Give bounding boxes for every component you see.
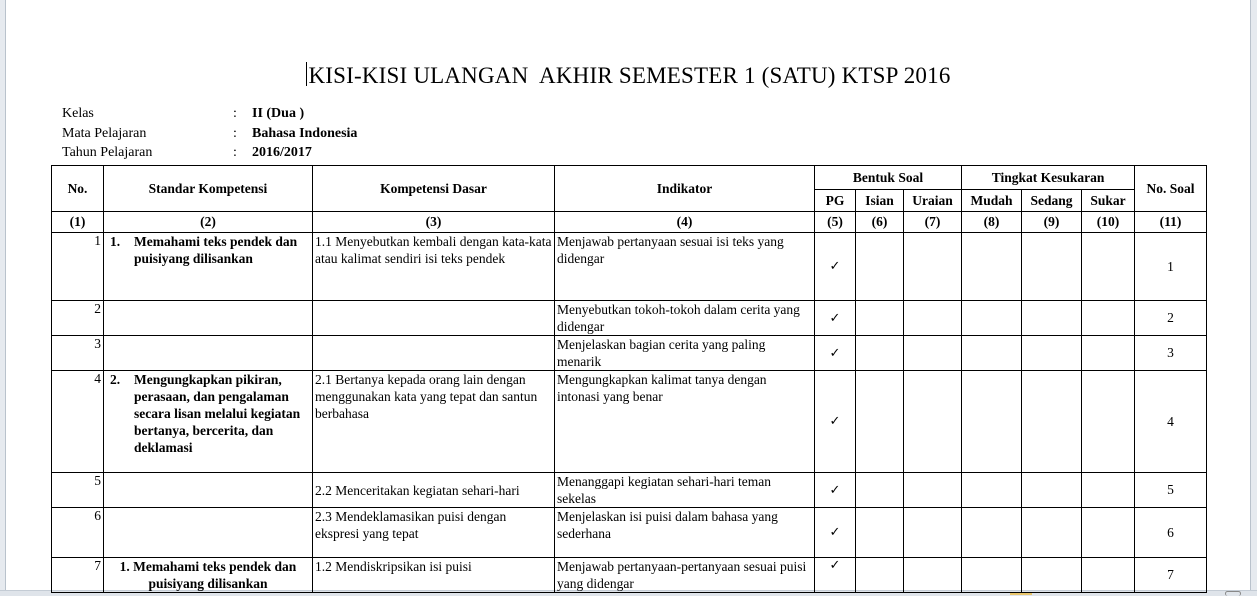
header-sukar: Sukar	[1082, 190, 1135, 212]
header-isian: Isian	[856, 190, 904, 212]
sk-text: Memahami teks pendek dan puisiyang dilisankan	[134, 234, 298, 266]
row-no: 5	[52, 473, 104, 508]
table-row	[52, 233, 1207, 301]
empty-cell	[904, 336, 962, 371]
empty-cell	[856, 336, 904, 371]
header-indikator: Indikator	[555, 166, 815, 212]
table-row	[52, 473, 1207, 508]
empty-cell	[1082, 233, 1135, 301]
empty-cell	[904, 371, 962, 473]
window-right-border	[1250, 0, 1257, 596]
empty-cell	[1022, 233, 1082, 301]
no-soal-cell: 6	[1135, 508, 1207, 558]
check-icon: ✓	[815, 508, 856, 558]
sk-text: Mengungkapkan pikiran, perasaan, dan pengalaman secara lisan melalui kegiatan bertanya, bercerita, dan deklamasi	[134, 372, 301, 455]
col-number: (5)	[815, 212, 856, 233]
document-title[interactable]	[0, 62, 1257, 89]
header-no-soal: No. Soal	[1135, 166, 1207, 212]
empty-cell	[1082, 371, 1135, 473]
col-number: (6)	[856, 212, 904, 233]
no-soal-cell: 5	[1135, 473, 1207, 508]
table-row	[52, 301, 1207, 336]
kompetensi-dasar-cell: 2.3 Mendeklamasikan puisi dengan ekspresi yang tepat	[313, 508, 555, 558]
indikator-cell: Menjawab pertanyaan sesuai isi teks yang didengar	[555, 233, 815, 301]
empty-cell	[1022, 473, 1082, 508]
check-icon: ✓	[815, 558, 856, 593]
empty-cell	[1082, 301, 1135, 336]
column-number-row	[52, 212, 1207, 233]
check-icon: ✓	[815, 336, 856, 371]
header-tingkat-kesukaran: Tingkat Kesukaran	[962, 166, 1135, 190]
standar-kompetensi-cell	[104, 508, 313, 558]
meta-label: Kelas	[62, 106, 94, 121]
meta-value: Bahasa Indonesia	[252, 126, 358, 141]
table-row	[52, 371, 1207, 473]
standar-kompetensi-cell	[104, 473, 313, 508]
empty-cell	[962, 301, 1022, 336]
col-number: (10)	[1082, 212, 1135, 233]
sk-number: 1.	[110, 234, 121, 249]
empty-cell	[962, 558, 1022, 593]
empty-cell	[856, 558, 904, 593]
indikator-cell: Menanggapi kegiatan sehari-hari teman sekelas	[555, 473, 815, 508]
empty-cell	[962, 233, 1022, 301]
indikator-cell: Menjawab pertanyaan-pertanyaan sesuai puisi yang didengar	[555, 558, 815, 593]
col-number: (1)	[52, 212, 104, 233]
check-icon: ✓	[815, 371, 856, 473]
indikator-cell: Menjelaskan isi puisi dalam bahasa yang sederhana	[555, 508, 815, 558]
empty-cell	[1082, 558, 1135, 593]
empty-cell	[1022, 508, 1082, 558]
standar-kompetensi-cell	[104, 371, 313, 473]
sk-number: 2.	[110, 372, 121, 387]
standar-kompetensi-cell: 1. Memahami teks pendek dan puisiyang dilisankan	[104, 558, 313, 593]
no-soal-cell: 2	[1135, 301, 1207, 336]
col-number: (4)	[555, 212, 815, 233]
kompetensi-dasar-cell	[313, 336, 555, 371]
header-mudah: Mudah	[962, 190, 1022, 212]
kompetensi-dasar-cell: 1.1 Menyebutkan kembali dengan kata-kata atau kalimat sendiri isi teks pendek	[313, 233, 555, 301]
check-icon: ✓	[815, 473, 856, 508]
kompetensi-dasar-cell: 2.2 Menceritakan kegiatan sehari-hari	[313, 473, 555, 508]
no-soal-cell: 7	[1135, 558, 1207, 593]
table-row	[52, 558, 1207, 593]
header-no: No.	[52, 166, 104, 212]
no-soal-cell: 3	[1135, 336, 1207, 371]
window-left-border	[0, 0, 6, 596]
empty-cell	[856, 371, 904, 473]
empty-cell	[962, 473, 1022, 508]
meta-colon: :	[233, 145, 237, 160]
header-uraian: Uraian	[904, 190, 962, 212]
empty-cell	[1082, 336, 1135, 371]
standar-kompetensi-cell	[104, 233, 313, 301]
kompetensi-dasar-cell: 1.2 Mendiskripsikan isi puisi	[313, 558, 555, 593]
zoom-slider-handle[interactable]	[1225, 591, 1241, 596]
empty-cell	[904, 473, 962, 508]
row-no: 7	[52, 558, 104, 593]
header-pg: PG	[815, 190, 856, 212]
no-soal-cell: 4	[1135, 371, 1207, 473]
empty-cell	[1082, 508, 1135, 558]
header-kompetensi-dasar: Kompetensi Dasar	[313, 166, 555, 212]
row-no: 2	[52, 301, 104, 336]
empty-cell	[856, 301, 904, 336]
header-sedang: Sedang	[1022, 190, 1082, 212]
empty-cell	[1022, 371, 1082, 473]
empty-cell	[904, 558, 962, 593]
meta-label: Tahun Pelajaran	[62, 145, 153, 160]
empty-cell	[856, 233, 904, 301]
header-standar-kompetensi: Standar Kompetensi	[104, 166, 313, 212]
meta-value: 2016/2017	[252, 145, 312, 160]
empty-cell	[962, 336, 1022, 371]
col-number: (3)	[313, 212, 555, 233]
standar-kompetensi-cell	[104, 301, 313, 336]
empty-cell	[904, 508, 962, 558]
row-no: 6	[52, 508, 104, 558]
empty-cell	[856, 473, 904, 508]
row-no: 3	[52, 336, 104, 371]
header-bentuk-soal: Bentuk Soal	[815, 166, 962, 190]
meta-value: II (Dua )	[252, 106, 305, 121]
table-row	[52, 508, 1207, 558]
empty-cell	[1022, 301, 1082, 336]
standar-kompetensi-cell	[104, 336, 313, 371]
kisi-kisi-table	[51, 165, 1207, 593]
empty-cell	[962, 508, 1022, 558]
no-soal-cell: 1	[1135, 233, 1207, 301]
empty-cell	[904, 233, 962, 301]
empty-cell	[1082, 473, 1135, 508]
indikator-cell: Menjelaskan bagian cerita yang paling menarik	[555, 336, 815, 371]
col-number: (2)	[104, 212, 313, 233]
indikator-cell: Menyebutkan tokoh-tokoh dalam cerita yang didengar	[555, 301, 815, 336]
col-number: (8)	[962, 212, 1022, 233]
check-icon: ✓	[815, 301, 856, 336]
meta-colon: :	[233, 126, 237, 141]
meta-colon: :	[233, 106, 237, 121]
indikator-cell: Mengungkapkan kalimat tanya dengan intonasi yang benar	[555, 371, 815, 473]
col-number: (11)	[1135, 212, 1207, 233]
empty-cell	[1022, 558, 1082, 593]
meta-label: Mata Pelajaran	[62, 126, 147, 141]
row-no: 1	[52, 233, 104, 301]
kompetensi-dasar-cell	[313, 301, 555, 336]
check-icon: ✓	[815, 233, 856, 301]
col-number: (9)	[1022, 212, 1082, 233]
col-number: (7)	[904, 212, 962, 233]
kompetensi-dasar-cell: 2.1 Bertanya kepada orang lain dengan menggunakan kata yang tepat dan santun berbahasa	[313, 371, 555, 473]
row-no: 4	[52, 371, 104, 473]
empty-cell	[1022, 336, 1082, 371]
empty-cell	[904, 301, 962, 336]
empty-cell	[856, 508, 904, 558]
empty-cell	[962, 371, 1022, 473]
table-row	[52, 336, 1207, 371]
document-title-text: KISI-KISI ULANGAN AKHIR SEMESTER 1 (SATU) KTSP 2016	[308, 63, 951, 88]
